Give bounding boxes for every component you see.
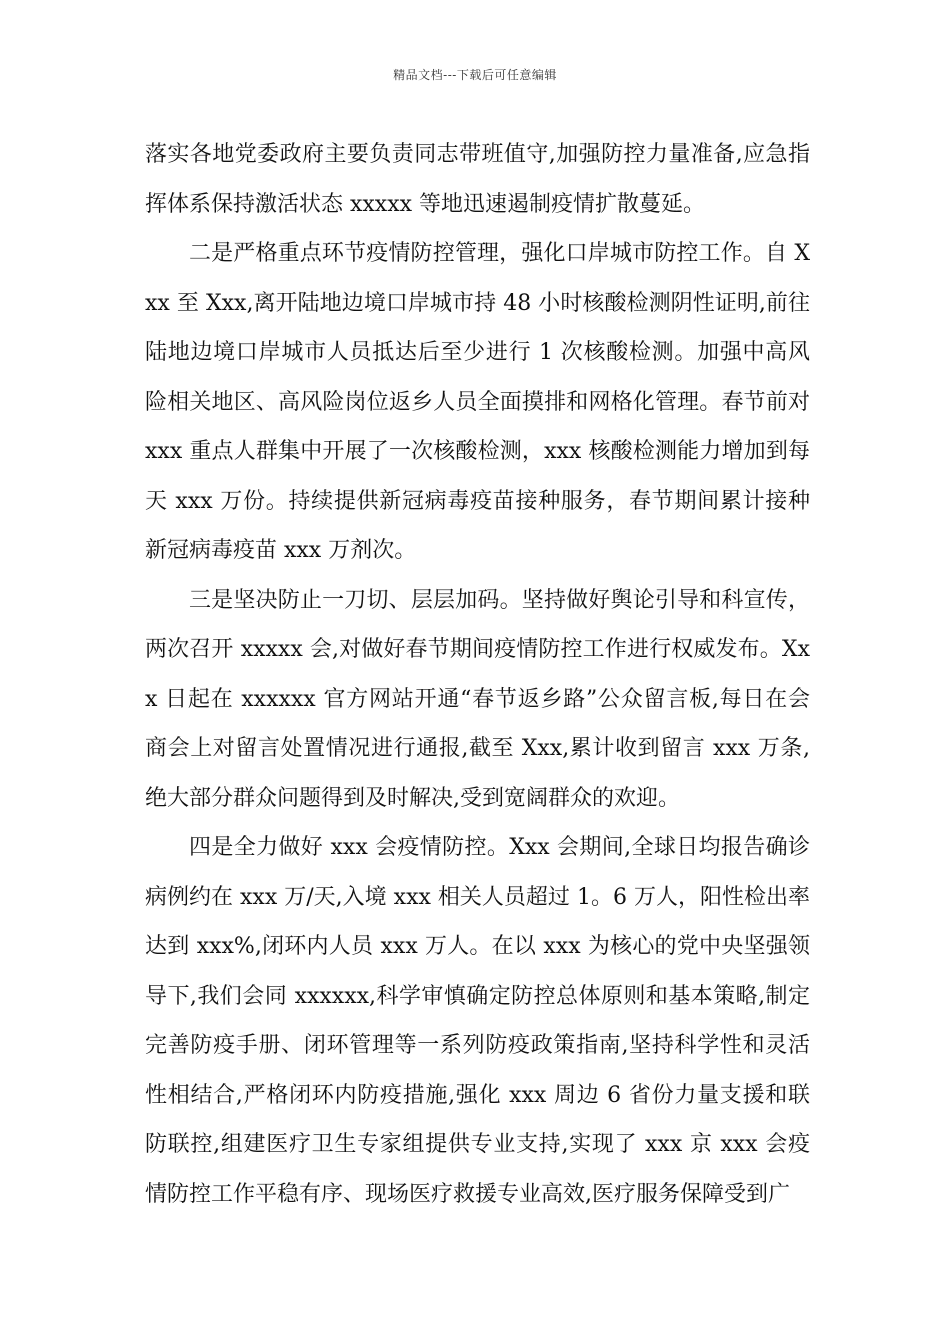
paragraph-3: 三是坚决防止一刀切、层层加码。坚持做好舆论引导和科宣传，两次召开 xxxxx 会,对做好春节期间疫情防控工作进行权威发布。Xxx 日起在 xxxxxx 官方网站开通“春节返乡路”公众留言板,每日在会商会上对留言处置情况进行通报,截至 Xxx,累计收到留言 xxx 万条,绝大部分群众问题得到及时解决,受到宽阔群众的欢迎。 bbox=[145, 587, 810, 811]
paragraph-4: 四是全力做好 xxx 会疫情防控。Xxx 会期间,全球日均报告确诊病例约在 xxx 万/天,入境 xxx 相关人员超过 1。6 万人，阳性检出率达到 xxx%,闭环内人员 xxx 万人。在以 xxx 为核心的党中央坚强领导下,我们会同 xxxxxx,科学审慎确定防控总体原则和基本策略,制定完善防疫手册、闭环管理等一系列防疫政策指南,坚持科学性和灵活性相结合,严格闭环内防疫措施,强化 xxx 周边 6 省份力量支援和联防联控,组建医疗卫生专家组提供专业支持,实现了 xxx 京 xxx 会疫情防控工作平稳有序、现场医疗救援专业高效,医疗服务保障受到广 bbox=[145, 835, 810, 1207]
paragraph-1: 落实各地党委政府主要负责同志带班值守,加强防控力量准备,应急指挥体系保持激活状态 xxxxx 等地迅速遏制疫情扩散蔓延。 bbox=[145, 142, 810, 217]
paragraph-2: 二是严格重点环节疫情防控管理，强化口岸城市防控工作。自 Xxx 至 Xxx,离开陆地边境口岸城市持 48 小时核酸检测阴性证明,前往陆地边境口岸城市人员抵达后至少进行 1 次核酸检测。加强中高风险相关地区、高风险岗位返乡人员全面摸排和网格化管理。春节前对 xxx 重点人群集中开展了一次核酸检测，xxx 核酸检测能力增加到每天 xxx 万份。持续提供新冠病毒疫苗接种服务，春节期间累计接种新冠病毒疫苗 xxx 万剂次。 bbox=[145, 241, 810, 563]
document-body bbox=[145, 130, 810, 1219]
page-header: 精品文档---下载后可任意编辑 bbox=[393, 68, 557, 82]
